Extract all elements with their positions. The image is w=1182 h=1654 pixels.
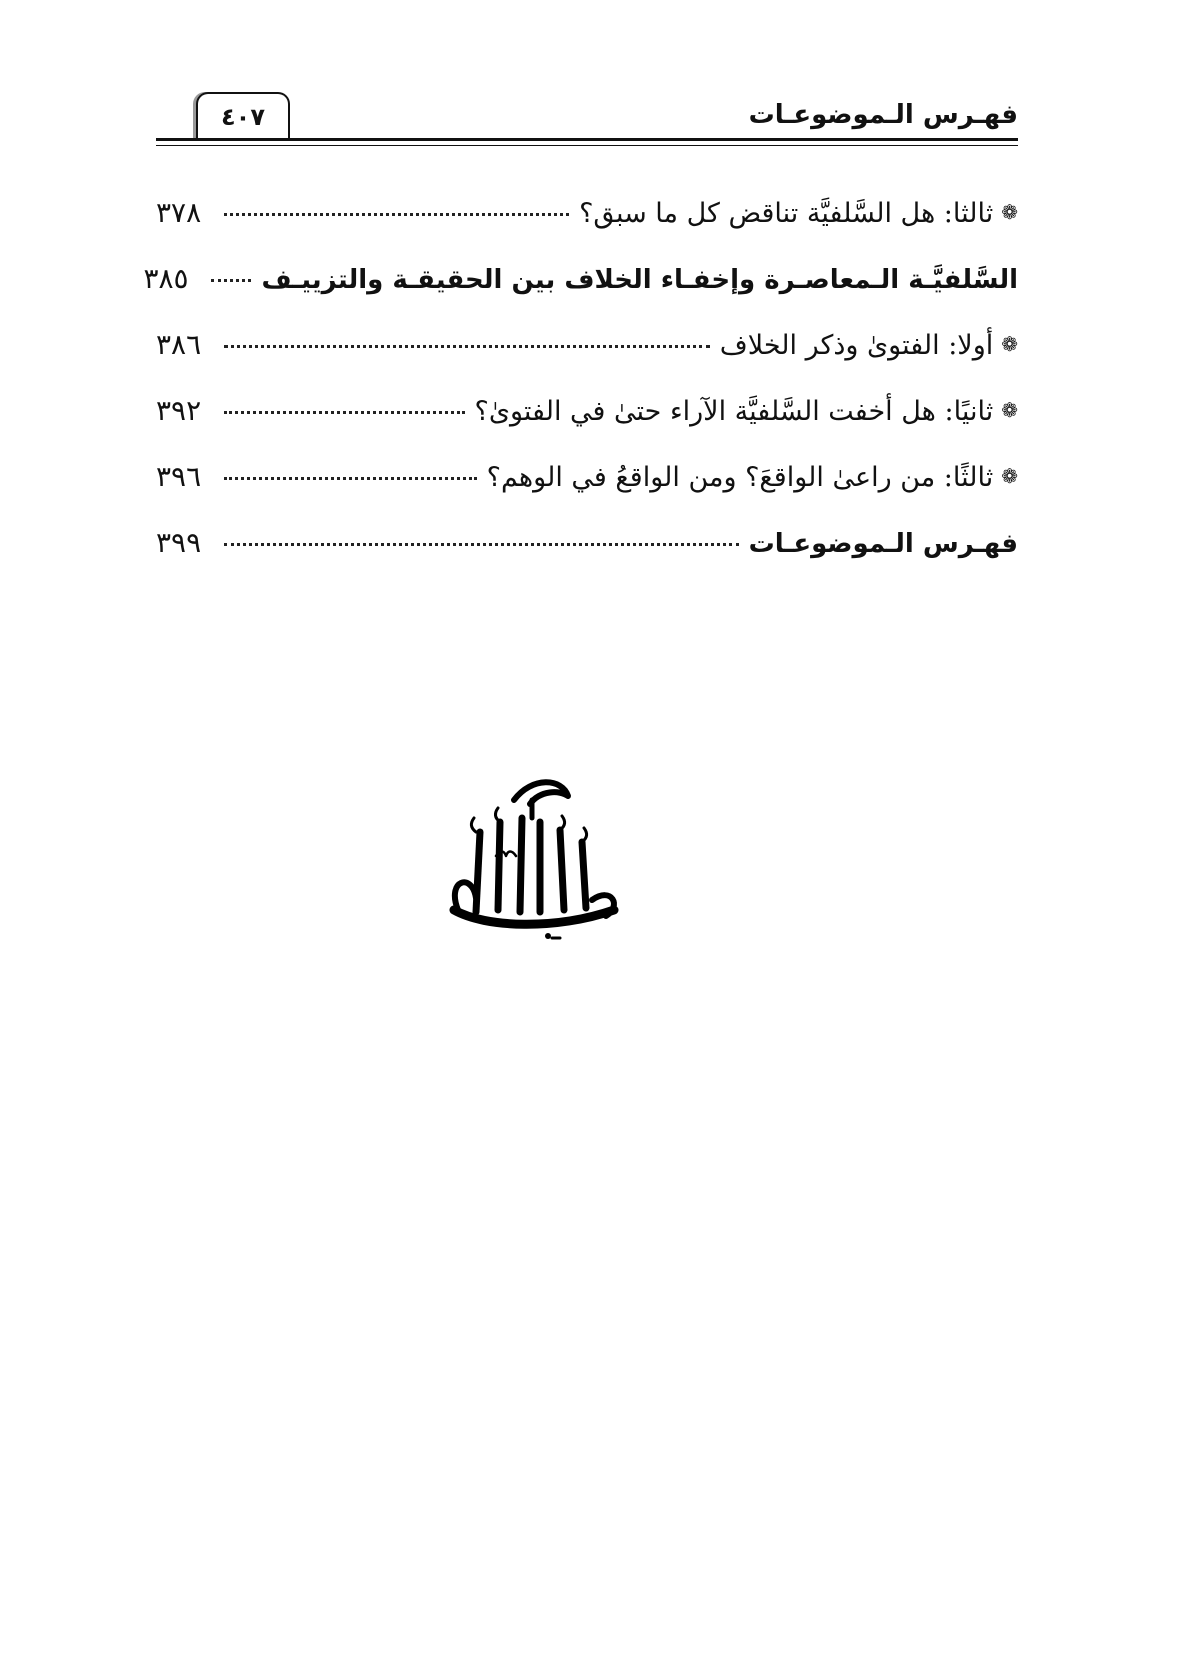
toc-entry-label: ثالثًا: من راعىٰ الواقعَ؟ ومن الواقعُ في الوهم؟	[486, 462, 994, 493]
page-number-tab	[196, 92, 290, 138]
toc-page-number: ٣٧٨	[156, 196, 202, 229]
toc-entry-title	[749, 529, 1018, 559]
table-of-contents	[143, 196, 1018, 592]
header-rule-thin	[156, 145, 1018, 146]
toc-entry-label: فهـرس الـموضوعـات	[748, 529, 1018, 559]
toc-entry-title	[579, 198, 1018, 229]
dot-leader	[224, 213, 569, 216]
header-title: فهـرس الـموضوعـات	[748, 100, 1018, 130]
dot-leader	[224, 477, 477, 480]
toc-page-number: ٣٨٥	[143, 262, 189, 295]
toc-entry-label: ثالثا: هل السَّلفيَّة تناقض كل ما سبق؟	[579, 198, 994, 229]
toc-entry-title	[261, 265, 1018, 295]
running-header	[156, 92, 1018, 154]
dot-leader	[224, 411, 465, 414]
dot-leader	[211, 279, 251, 282]
toc-entry	[156, 460, 1018, 526]
toc-entry-title	[475, 396, 1019, 427]
toc-entry-label: ثانيًا: هل أخفت السَّلفيَّة الآراء حتىٰ في الفتوىٰ؟	[474, 396, 994, 427]
toc-entry	[143, 262, 1018, 328]
toc-entry	[156, 394, 1018, 460]
flower-bullet-icon: ❁	[1001, 398, 1018, 422]
toc-entry-title	[487, 462, 1018, 493]
flower-bullet-icon: ❁	[1001, 332, 1018, 356]
flower-bullet-icon: ❁	[1001, 464, 1018, 488]
dot-leader	[224, 543, 739, 546]
page-number: ٤٠٧	[221, 103, 265, 131]
toc-entry	[156, 196, 1018, 262]
toc-page-number: ٣٩٦	[156, 460, 202, 493]
flower-bullet-icon: ❁	[1001, 200, 1018, 224]
toc-entry-label: السَّلفيَّـة الـمعاصـرة وإخفـاء الخلاف بين الحقيقـة والتزييـف	[261, 265, 1018, 295]
toc-entry	[156, 526, 1018, 592]
toc-page-number: ٣٨٦	[156, 328, 202, 361]
toc-entry-title	[720, 330, 1018, 361]
dot-leader	[224, 345, 710, 348]
toc-page-number: ٣٩٩	[156, 526, 202, 559]
toc-page-number: ٣٩٢	[156, 394, 202, 427]
toc-entry-label: أولا: الفتوىٰ وذكر الخلاف	[719, 330, 994, 361]
toc-entry	[156, 328, 1018, 394]
header-rule	[156, 138, 1018, 141]
closing-calligraphy-icon	[436, 760, 636, 960]
